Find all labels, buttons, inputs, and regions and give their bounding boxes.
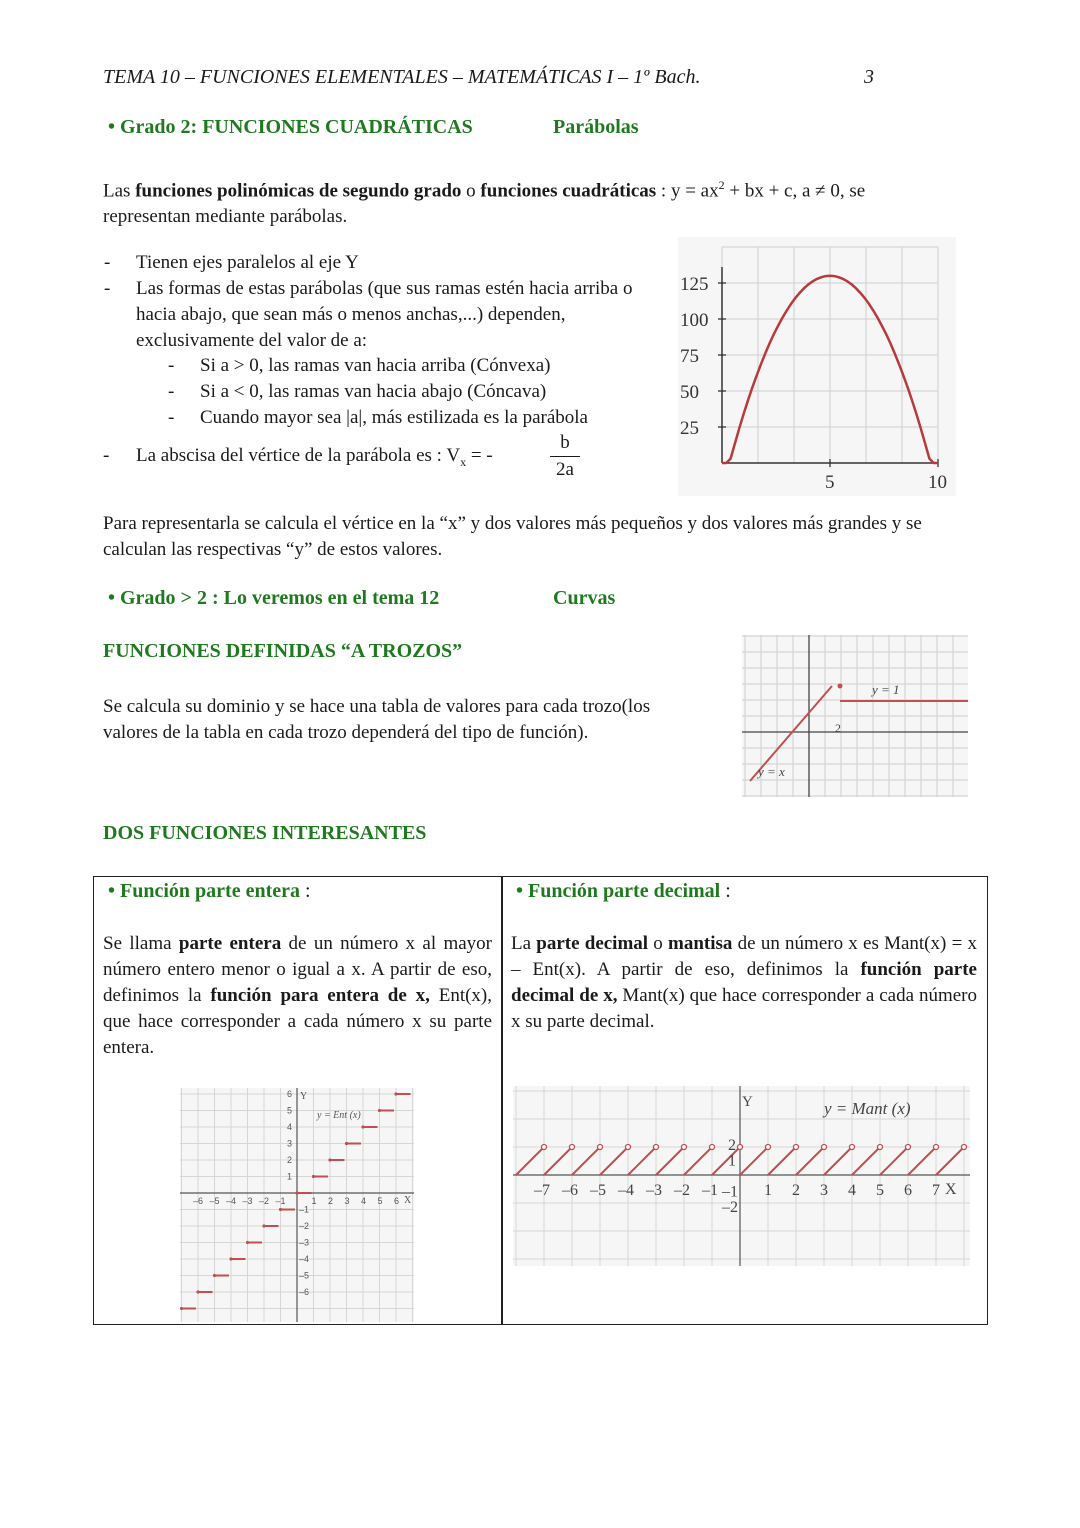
x-tick-label: –3 xyxy=(242,1196,253,1206)
entera-title: Función parte entera xyxy=(120,880,300,902)
step-marker xyxy=(279,1208,282,1211)
saw-segment xyxy=(544,1147,572,1175)
x-tick-label: 10 xyxy=(928,472,947,493)
piecewise-chart xyxy=(742,635,968,797)
open-endpoint xyxy=(738,1145,743,1150)
x-tick-label: 6 xyxy=(394,1196,400,1206)
x-tick-label: –7 xyxy=(534,1182,550,1199)
saw-segment xyxy=(600,1147,628,1175)
list-item: - Si a > 0, las ramas van hacia arriba (Cónvexa) xyxy=(200,353,660,379)
step-marker xyxy=(295,1191,298,1194)
step-marker xyxy=(394,1092,397,1095)
ent-graph-label: y = Ent (x) xyxy=(317,1110,361,1121)
cuadratica-properties xyxy=(136,250,656,354)
vertex-text: = - xyxy=(466,445,493,466)
open-endpoint xyxy=(822,1145,827,1150)
text: de un número x al mayor número entero menor o igual a x. A partir de eso, definimos la xyxy=(103,933,492,1006)
saw-segment xyxy=(628,1147,656,1175)
intro-sup: 2 xyxy=(718,178,725,192)
represent-paragraph: Para representarla se calcula el vértice en la “x” y dos valores más pequeños y dos valores más grandes y se calculan las respectivas “y” de estos valores. xyxy=(103,513,922,560)
tick-label-2: 2 xyxy=(835,721,841,735)
step-marker xyxy=(196,1290,199,1293)
axis-label-x: X xyxy=(404,1195,412,1206)
x-tick-label: 1 xyxy=(311,1196,317,1206)
colon: : xyxy=(720,880,731,902)
x-tick-label: –1 xyxy=(702,1182,718,1199)
step-marker xyxy=(262,1224,265,1227)
step-marker xyxy=(361,1125,364,1128)
endpoint-marker xyxy=(838,684,843,689)
y-tick-label: 1 xyxy=(287,1171,293,1182)
y-tick-label: –1 xyxy=(299,1204,310,1215)
open-endpoint xyxy=(934,1145,939,1150)
open-endpoint xyxy=(542,1145,547,1150)
saw-segment xyxy=(796,1147,824,1175)
saw-segment xyxy=(684,1147,712,1175)
x-tick-label: –6 xyxy=(193,1196,204,1206)
intro-bold: funciones cuadráticas xyxy=(480,180,657,202)
open-endpoint xyxy=(850,1145,855,1150)
axis-label-y: Y xyxy=(300,1091,308,1102)
bold-text: función para entera de x, xyxy=(210,985,430,1006)
text: Ent(x), que hace corresponder a cada número x su parte entera. xyxy=(103,985,493,1058)
y-tick-label: 75 xyxy=(680,346,699,367)
x-tick-label: 3 xyxy=(820,1182,828,1199)
y-tick-label: 6 xyxy=(287,1089,293,1099)
y-tick-label: –2 xyxy=(299,1221,310,1231)
open-endpoint xyxy=(906,1145,911,1150)
section-heading-trozos: FUNCIONES DEFINIDAS “A TROZOS” xyxy=(103,640,463,662)
table-divider xyxy=(501,876,503,1325)
x-tick-label: 5 xyxy=(377,1196,383,1206)
y-tick-label: –2 xyxy=(722,1198,738,1216)
bold-text: mantisa xyxy=(668,933,733,954)
y-tick-label: –1 xyxy=(722,1183,738,1201)
bold-text: parte decimal xyxy=(536,933,649,954)
decimal-paragraph xyxy=(511,931,977,1035)
saw-segment xyxy=(740,1147,768,1175)
entera-heading xyxy=(108,880,311,903)
open-endpoint xyxy=(682,1145,687,1150)
saw-segment xyxy=(572,1147,600,1175)
text: Se llama xyxy=(103,933,179,954)
text: o xyxy=(648,933,669,954)
intro-bold: funciones polinómicas de segundo grado xyxy=(135,180,462,202)
step-marker xyxy=(229,1257,232,1260)
open-endpoint xyxy=(766,1145,771,1150)
list-item: - Cuando mayor sea |a|, más estilizada es la parábola xyxy=(200,405,660,431)
y-tick-label: 3 xyxy=(287,1138,293,1149)
x-tick-label: 6 xyxy=(904,1182,912,1199)
x-tick-label: –4 xyxy=(226,1196,237,1206)
section-subheading-parabolas: Parábolas xyxy=(553,116,639,138)
y-tick-label: 5 xyxy=(287,1105,293,1116)
x-tick-label: 4 xyxy=(848,1182,856,1199)
open-endpoint xyxy=(794,1145,799,1150)
label-y-equals-1: y = 1 xyxy=(872,682,900,697)
text: de un número x es Mant(x) = x – Ent(x). A partir de eso, definimos la xyxy=(511,933,978,980)
decimal-title: Función parte decimal xyxy=(528,880,721,902)
x-tick-label: 2 xyxy=(328,1196,334,1206)
bullet: • xyxy=(108,880,121,902)
entera-paragraph xyxy=(103,931,492,1061)
step-marker xyxy=(312,1175,315,1178)
fraction-numerator: b xyxy=(550,430,580,457)
decimal-heading xyxy=(516,880,731,903)
x-tick-label: –4 xyxy=(618,1182,634,1199)
text: Mant(x) que hace corresponder a cada número x su parte decimal. xyxy=(511,985,977,1032)
saw-segment xyxy=(656,1147,684,1175)
intro-text: representan mediante parábolas. xyxy=(103,206,348,228)
y-tick-label: –4 xyxy=(299,1254,310,1264)
mant-chart xyxy=(513,1086,970,1266)
step-marker xyxy=(328,1158,331,1161)
x-tick-label: –5 xyxy=(590,1182,606,1199)
x-tick-label: 7 xyxy=(932,1182,940,1199)
saw-segment xyxy=(880,1147,908,1175)
step-marker xyxy=(246,1241,249,1244)
open-endpoint xyxy=(598,1145,603,1150)
axis-label-x: X xyxy=(945,1181,957,1198)
saw-segment xyxy=(824,1147,852,1175)
open-endpoint xyxy=(626,1145,631,1150)
open-endpoint xyxy=(962,1145,967,1150)
vertex-fraction xyxy=(550,430,580,483)
x-tick-label: –3 xyxy=(646,1182,662,1199)
list-item: - Si a < 0, las ramas van hacia abajo (Cóncava) xyxy=(200,379,660,405)
x-tick-label: 5 xyxy=(876,1182,884,1199)
intro-text: : y = ax xyxy=(656,180,719,202)
saw-segment xyxy=(852,1147,880,1175)
y-tick-label: 100 xyxy=(680,310,709,331)
colon: : xyxy=(300,880,311,902)
parabola-chart xyxy=(678,237,956,496)
x-tick-label: 4 xyxy=(361,1196,367,1206)
x-tick-label: 3 xyxy=(344,1196,350,1206)
vertex-text: La abscisa del vértice de la parábola es : V xyxy=(136,445,461,466)
intro-text: Las xyxy=(103,180,136,202)
intro-text: o xyxy=(461,180,481,202)
vertex-sub: x xyxy=(460,454,467,469)
y-tick-label: 25 xyxy=(680,418,699,439)
step-marker xyxy=(213,1274,216,1277)
page-header: TEMA 10 – FUNCIONES ELEMENTALES – MATEMÁTICAS I – 1º Bach. xyxy=(103,66,701,88)
open-endpoint xyxy=(654,1145,659,1150)
x-tick-label: 2 xyxy=(792,1182,800,1199)
dash: - xyxy=(103,445,110,466)
list-item: - Tienen ejes paralelos al eje Y xyxy=(136,250,656,276)
open-endpoint xyxy=(710,1145,715,1150)
section-heading-cuadraticas: • Grado 2: FUNCIONES CUADRÁTICAS xyxy=(108,116,473,138)
bold-text: función parte decimal de x, xyxy=(511,959,977,1006)
step-marker xyxy=(180,1307,183,1310)
section-subheading-curvas: Curvas xyxy=(553,587,616,609)
step-marker xyxy=(345,1142,348,1145)
open-endpoint xyxy=(878,1145,883,1150)
y-tick-label: 125 xyxy=(680,274,709,295)
saw-segment xyxy=(908,1147,936,1175)
text: La xyxy=(511,933,537,954)
x-tick-label: 5 xyxy=(825,472,835,493)
y-tick-label: –6 xyxy=(299,1287,310,1297)
trozos-paragraph: Se calcula su dominio y se hace una tabla de valores para cada trozo(los valores de la tabla en cada trozo dependerá del tipo de función). xyxy=(103,696,651,743)
intro-paragraph xyxy=(103,172,983,230)
open-endpoint xyxy=(570,1145,575,1150)
fraction-denominator: 2a xyxy=(556,459,574,480)
saw-segment xyxy=(516,1147,544,1175)
axis-label-y: Y xyxy=(742,1094,753,1110)
section-heading-grado-mayor: • Grado > 2 : Lo veremos en el tema 12 xyxy=(108,587,440,609)
intro-text: + bx + c, a ≠ 0, se xyxy=(724,180,866,202)
x-tick-label: –2 xyxy=(674,1182,690,1199)
step-marker xyxy=(378,1109,381,1112)
y-tick-label: –5 xyxy=(299,1270,310,1281)
ent-chart xyxy=(180,1088,414,1322)
y-tick-label: 50 xyxy=(680,382,699,403)
label-y-equals-x: y = x xyxy=(758,764,785,779)
y-tick-label: 1 xyxy=(728,1152,736,1170)
x-tick-label: –5 xyxy=(209,1196,220,1206)
x-tick-label: –6 xyxy=(562,1182,578,1199)
x-tick-label: –2 xyxy=(259,1196,270,1206)
y-tick-label: –3 xyxy=(299,1237,310,1248)
vertex-formula xyxy=(136,443,493,475)
section-heading-interesantes: DOS FUNCIONES INTERESANTES xyxy=(103,822,427,844)
y-tick-label: 4 xyxy=(287,1122,293,1132)
mant-graph-label: y = Mant (x) xyxy=(824,1099,911,1118)
saw-segment xyxy=(768,1147,796,1175)
y-tick-label: 2 xyxy=(287,1155,293,1165)
x-tick-label: 1 xyxy=(764,1182,772,1199)
saw-segment xyxy=(936,1147,964,1175)
bold-text: parte entera xyxy=(178,933,282,954)
page-number: 3 xyxy=(864,66,874,88)
list-item: - Las formas de estas parábolas (que sus ramas estén hacia arriba o hacia abajo, que sean más o menos anchas,...) dependen, exclusivamente del valor de a: xyxy=(136,276,656,354)
a-value-list xyxy=(200,353,660,431)
x-tick-label: –1 xyxy=(275,1196,286,1206)
bullet: • xyxy=(516,880,529,902)
y-tick-label: 2 xyxy=(728,1137,736,1155)
